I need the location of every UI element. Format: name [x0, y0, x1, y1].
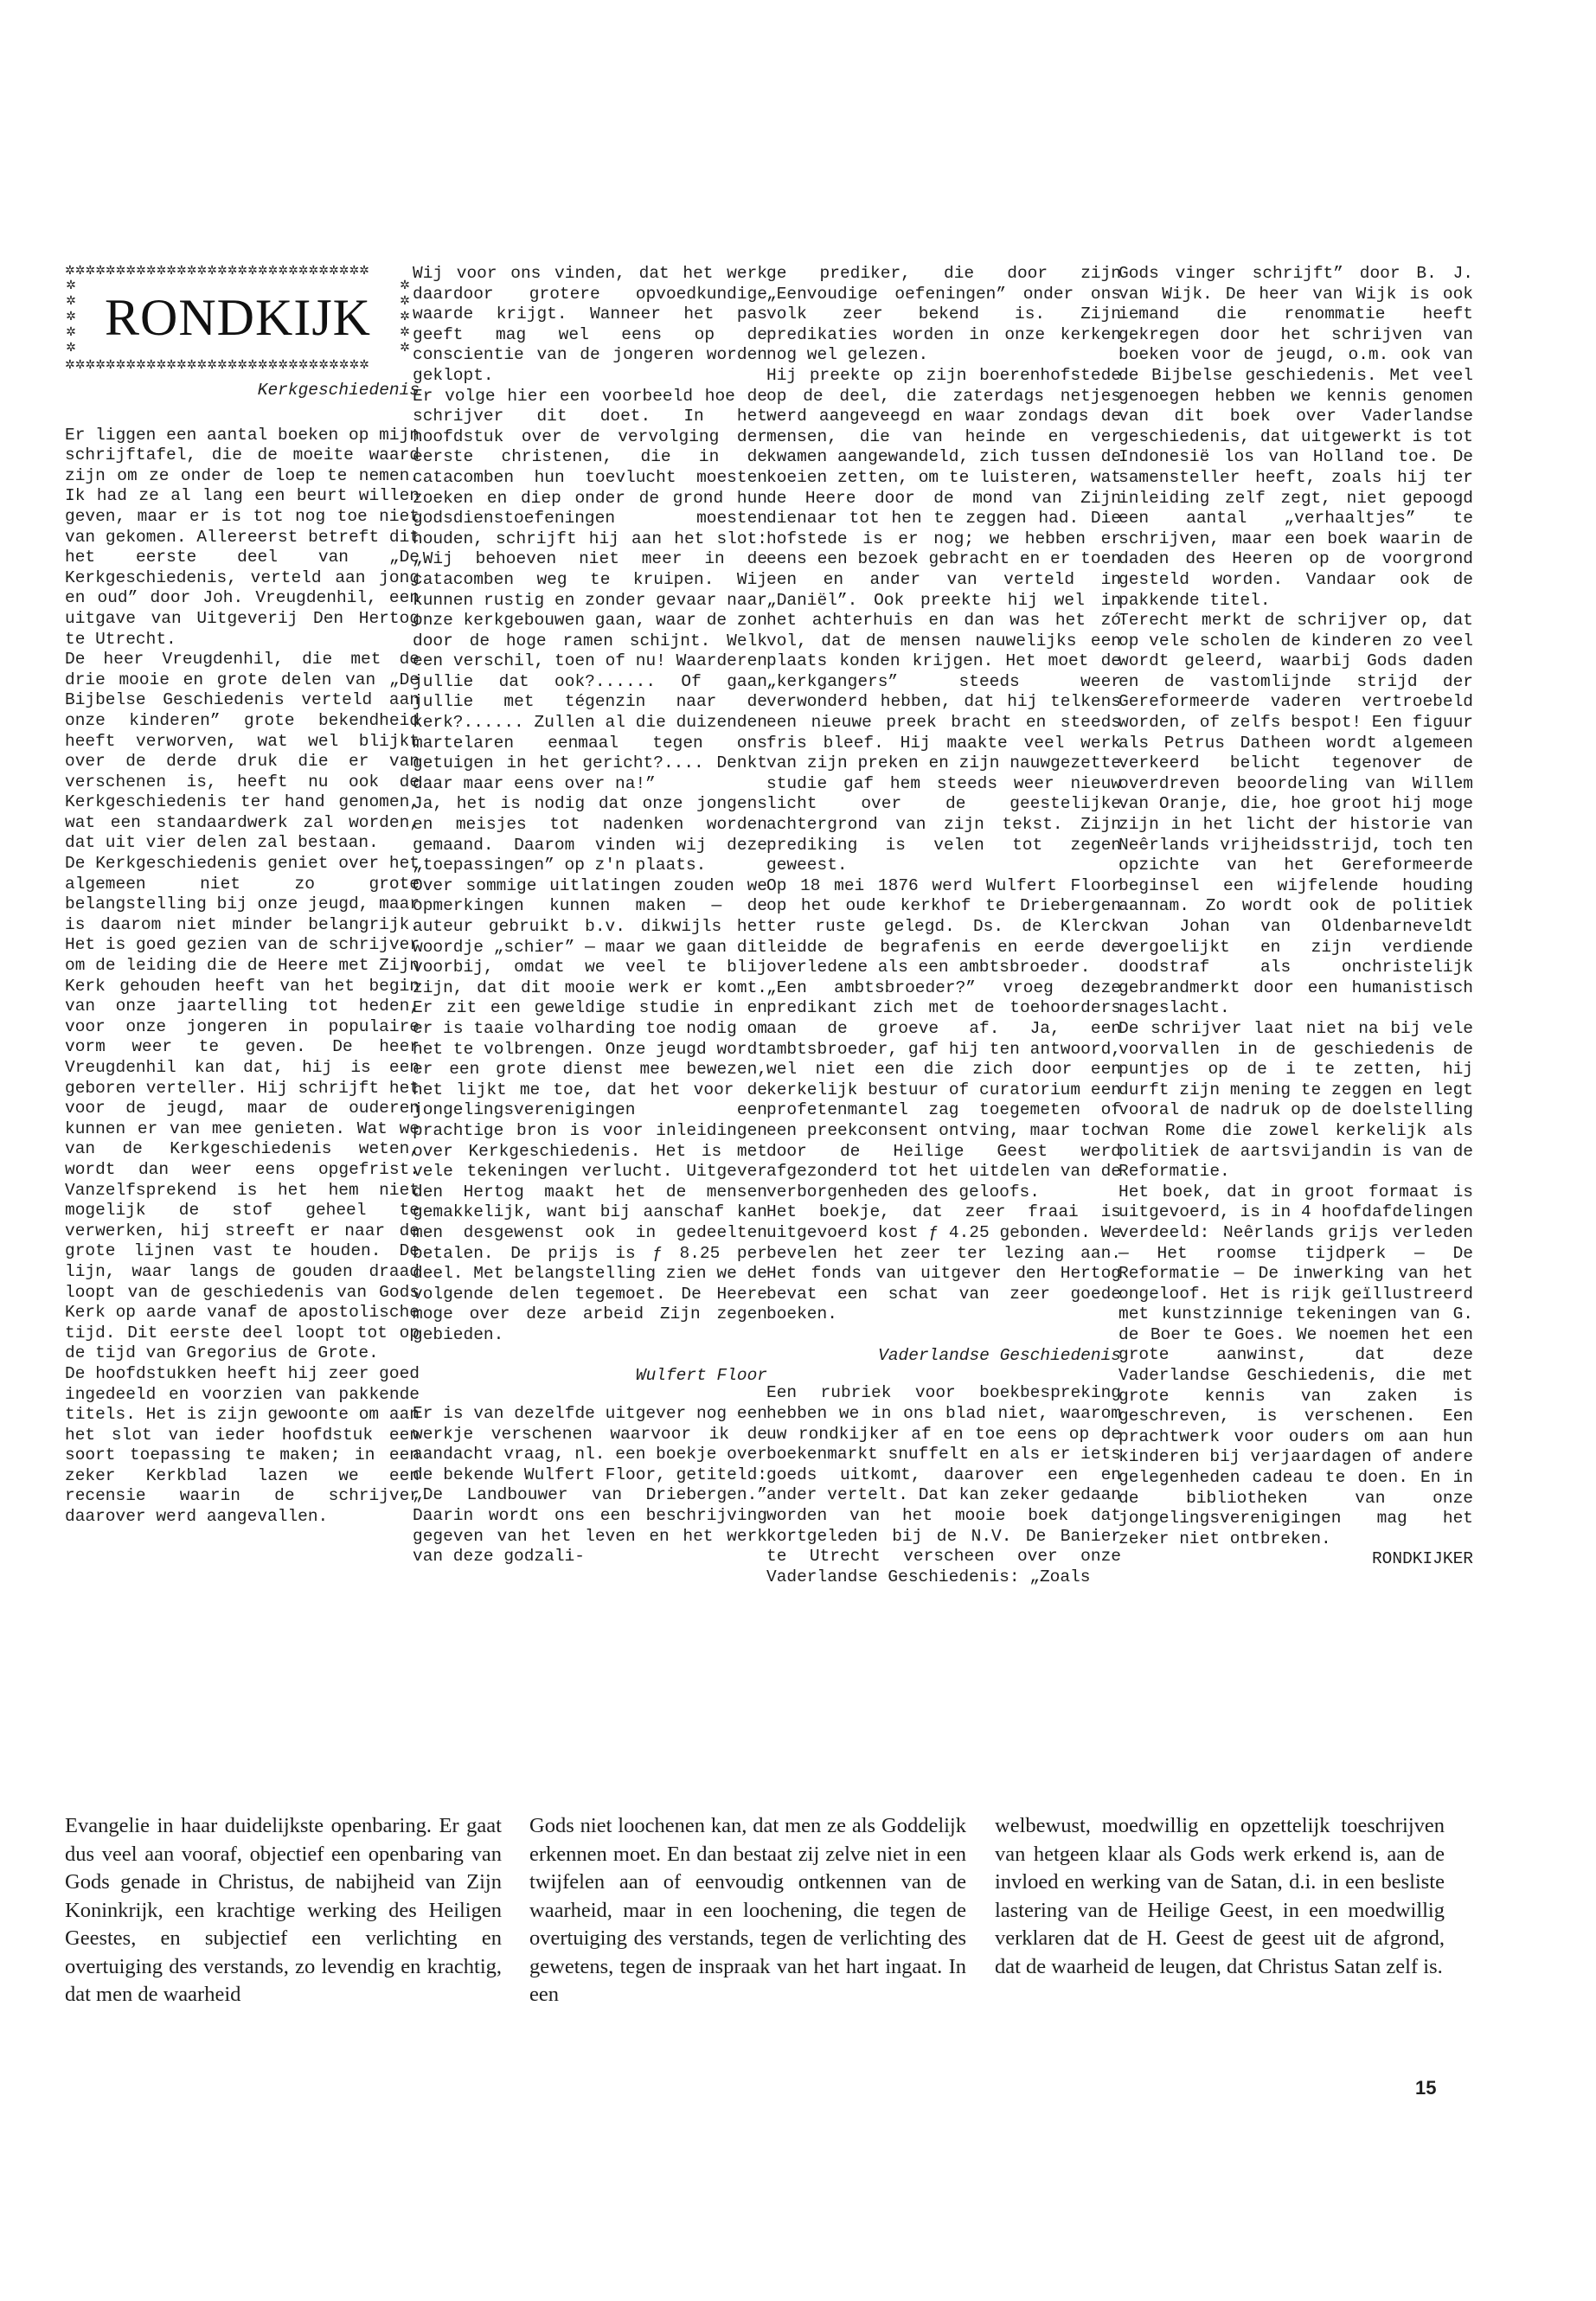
article-column-2: [413, 264, 767, 1567]
bottom-column-3: welbewust, moedwillig en opzettelijk toeschrijven van hetgeen klaar als Gods werk erkend is, aan de invloed en werking van de Satan, d.i. in een besliste lastering van de Heilige Geest, in een moedwillig verklaren dat de H. Geest de geest uit de afgrond, dat de waarheid de leugen, dat Christus Satan zelf is.: [995, 1814, 1445, 1978]
section-heading-vaderlandse-geschiedenis: Vaderlandse Geschiedenis: [878, 1345, 1121, 1365]
paragraph: De heer Vreugdenhil, die met de drie mooie en grote delen van „De Bijbelse Geschiedenis verteld aan onze kinderen” grote bekendheid heeft verworven, wat wel blijkt over de derde druk die er van verschenen is, heeft nu ook de Kerkgeschiedenis ter hand genomen, wat een standaardwerk zal worden, dat uit vier delen zal bestaan.: [65, 650, 420, 853]
ornament-border-top: ✲✲✲✲✲✲✲✲✲✲✲✲✲✲✲✲✲✲✲✲✲✲✲✲✲✲✲✲✲✲: [65, 264, 369, 278]
signature: RONDKIJKER: [1371, 1549, 1473, 1569]
paragraph: „Een ambtsbroeder?” vroeg deze predikant zich met de toehoorders aan de groeve af. Ja, een ambtsbroeder, gaf hij ten antwoord, wel niet een die zich door een kerkelijk bestuur of curatorium een profetenmantel zag toegemeten of een preekconsent ontving, maar toch door de Heilige Geest werd afgezonderd tot het uitdelen van de verborgenheden des geloofs.: [766, 977, 1121, 1202]
article-column-3: [766, 264, 1121, 1587]
page-number: 15: [1415, 2077, 1437, 2099]
paragraph: Over sommige uitlatingen zouden we opmerkingen kunnen maken — de auteur gebruikt b.v. dikwijls het woordje „schier” — maar we gaan dit voorbij, omdat we veel te blij zijn, dat dit mooie werk er komt. Er zit een geweldige studie in en er is taaie volharding toe nodig om het te volbrengen. Onze jeugd wordt er een grote dienst mee bewezen, het lijkt me toe, dat het voor de jongelingsverenigingen een prachtige bron is voor inleidingen over Kerkgeschiedenis. Het is met vele tekeningen verlucht. Uitgever den Hertog maakt het de mensen gemakkelijk, want bij aanschaf kan men desgewenst ook in gedeelten betalen. De prijs is ƒ 8.25 per deel. Met belangstelling zien we de volgende delen tegemoet. De Heere moge over deze arbeid Zijn zegen gebieden.: [413, 875, 767, 1344]
article-column-4: [1118, 264, 1473, 1570]
ornament-border-left: ✲ ✲ ✲ ✲ ✲: [66, 279, 76, 355]
paragraph: Een rubriek voor boekbespreking hebben we in ons blad niet, waarom uw rondkijker af en toe eens op de boekenmarkt snuffelt en als er iets goeds uitkomt, daarover een en ander vertelt. Dat kan zeker gedaan worden van het mooie boek dat kortgeleden bij de N.V. De Banier te Utrecht verscheen over onze Vaderlandse Geschiedenis: „Zoals: [766, 1383, 1121, 1586]
paragraph: ge prediker, die door zijn „Eenvoudige oefeningen” onder ons volk zeer bekend is. Zijn predikaties worden in onze kerken nog wel gelezen.: [766, 264, 1121, 365]
paragraph: Het boekje, dat zeer fraai is uitgevoerd kost ƒ 4.25 gebonden. We bevelen het zeer ter lezing aan. Het fonds van uitgever den Hertog bevat een schat van zeer goede boeken.: [766, 1202, 1121, 1324]
section-heading-kerkgeschiedenis: Kerkgeschiedenis: [257, 381, 420, 400]
rondkijk-masthead: [65, 264, 411, 372]
paragraph: De schrijver laat niet na bij vele voorvallen in de geschiedenis de puntjes op de i te zetten, hij durft zijn mening te zeggen en legt vooral de nadruk op de doelstelling van Rome die zowel kerkelijk als politiek de aartsvijandin is van de Reformatie.: [1118, 1018, 1473, 1182]
ornament-border-bottom: ✲✲✲✲✲✲✲✲✲✲✲✲✲✲✲✲✲✲✲✲✲✲✲✲✲✲✲✲✲✲: [65, 358, 369, 372]
article-column-1: [65, 264, 420, 1528]
paragraph: Op 18 mei 1876 werd Wulfert Floor op het oude kerkhof te Driebergen ter ruste gelegd. Ds. de Klerck leidde de begrafenis en eerde de overledene als een ambtsbroeder.: [766, 875, 1121, 977]
bottom-column-1: Evangelie in haar duidelijkste openbaring. Er gaat dus veel aan vooraf, objectief een openbaring van Gods genade in Christus, de nabijheid van Zijn Koninkrijk, een krachtige werking des Heiligen Geestes, en subjectief een verlichting en overtuiging des verstands, zo levendig en krachtig, dat men de waarheid: [65, 1814, 502, 2006]
paragraph: Ja, het is nodig dat onze jongens en meisjes tot nadenken worden gemaand. Daarom vinden wij deze „toepassingen” op z'n plaats.: [413, 794, 767, 875]
paragraph: Het boek, dat in groot formaat is uitgevoerd, is in 4 hoofdafdelingen verdeeld: Neêrlands grijs verleden — Het roomse tijdperk — De Reformatie — De inwerking van het ongeloof. Het is rijk geïllustreerd met kunstzinnige tekeningen van G. de Boer te Goes. We noemen het een grote aanwinst, dat deze Vaderlandse Geschiedenis, die met grote kennis van zaken is geschreven, is verschenen. Een prachtwerk voor ouders om aan hun kinderen bij verjaardagen of andere gelegenheden cadeau te doen. En in de bibliotheken van onze jongelingsverenigingen mag het zeker niet ontbreken.: [1118, 1182, 1473, 1548]
paragraph: Terecht merkt de schrijver op, dat op vele scholen de kinderen zo veel wordt geleerd, waarbij Gods daden en de vastomlijnde strijd der Gereformeerde vaderen vertroebeld worden, of zelfs bespot! Een figuur als Petrus Datheen wordt algemeen verkeerd belicht tegenover de overdreven beoordeling van Willem van Oranje, die, hoe groot hij moge zijn in het licht der historie van Neêrlands vrijheidsstrijd, toch ten opzichte van het Gereformeerde beginsel een wijfelende houding aannam. Zo wordt ook de politiek van Johan van Oldenbarneveldt vergoelijkt en zijn verdiende doodstraf als onchristelijk gebrandmerkt door een humanistisch nageslacht.: [1118, 611, 1473, 1018]
ornament-border-right: ✲ ✲ ✲ ✲ ✲: [400, 279, 410, 355]
section-heading-wulfert-floor: Wulfert Floor: [635, 1366, 767, 1386]
paragraph: Gods vinger schrijft” door B. J. van Wijk. De heer van Wijk is ook iemand die renommatie heeft gekregen door het schrijven van boeken voor de jeugd, o.m. ook van de Bijbelse geschiedenis. Met veel genoegen hebben we kennis genomen van dit boek over Vaderlandse geschiedenis, dat uitgewerkt is tot Indonesië los van Holland toe. De samensteller heeft, zoals hij ter inleiding zelf zegt, niet gepoogd een aantal „verhaaltjes” te schrijven, maar een boek waarin de daden des Heeren op de voorgrond gesteld worden. Vandaar ook de pakkende titel.: [1118, 264, 1473, 610]
paragraph: Er is van dezelfde uitgever nog een werkje verschenen waarvoor ik de aandacht vraag, nl. een boekje over de bekende Wulfert Floor, getiteld: „De Landbouwer van Driebergen.” Daarin wordt ons een beschrijving gegeven van het leven en het werk van deze godzali-: [413, 1404, 767, 1567]
paragraph: De Kerkgeschiedenis geniet over het algemeen niet zo grote belangstelling bij onze jeugd, maar is daarom niet minder belangrijk. Het is goed gezien van de schrijver om de leiding die de Heere met Zijn Kerk gehouden heeft van het begin van onze jaartelling tot heden, voor onze jongeren in populaire vorm weer te geven. De heer Vreugdenhil kan dat, hij is een geboren verteller. Hij schrijft het voor de jeugd, maar de ouderen kunnen er van mee genieten. Wat we van de Kerkgeschiedenis weten, wordt dan weer eens opgefrist. Vanzelfsprekend is het hem niet mogelijk de stof geheel te verwerken, hij streeft er naar de grote lijnen vast te houden. De lijn, waar langs de gouden draad loopt van de geschiedenis van Gods Kerk op aarde vanaf de apostolische tijd. Dit eerste deel loopt tot op de tijd van Gregorius de Grote.: [65, 854, 420, 1363]
paragraph: Er volge hier een voorbeeld hoe de schrijver dit doet. In het hoofdstuk over de vervolging der eerste christenen, die in de catacomben hun toevlucht moesten zoeken en diep onder de grond hun godsdienstoefeningen moesten houden, schrijft hij aan het slot: „Wij behoeven niet meer in de catacomben weg te kruipen. Wij kunnen rustig en zonder gevaar naar onze kerkgebouwen gaan, waar de zon door de hoge ramen schijnt. Welk een verschil, toen of nu! Waarderen jullie dat ook?...... Of gaan jullie met tégenzin naar de kerk?...... Zullen al die duizenden martelaren eenmaal tegen ons getuigen in het gericht?.... Denkt daar maar eens over na!”: [413, 386, 767, 793]
bottom-column-2: Gods niet loochenen kan, dat men ze als Goddelijk erkennen moet. En dan bestaat zij zelve niet in een twijfelen aan of eenvoudig ontkennen van de waarheid, maar in een loochening, die tegen de overtuiging des verstands, tegen de verlichting des gewetens, tegen de inspraak van het hart ingaat. In een: [529, 1814, 966, 2006]
paragraph: Hij preekte op zijn boerenhofstede op de deel, die zaterdags netjes werd aangeveegd en waar zondags de mensen, die van heinde en ver kwamen aangewandeld, zich tussen de koeien zetten, om te luisteren, wat de Heere door de mond van Zijn dienaar tot hen te zeggen had. Die hofstede is er nog; we hebben er eens een bezoek gebracht en er toen een en ander van verteld in „Daniël”. Ook preekte hij wel in het achterhuis en dan was het zó vol, dat de mensen nauwelijks een plaats konden krijgen. Het moet de „kerkgangers” steeds weer verwonderd hebben, dat hij telkens een nieuwe preek bracht en steeds fris bleef. Hij maakte veel werk van zijn preken en zijn nauwgezette studie gaf hem steeds weer nieuw licht over de geestelijke achtergrond van zijn tekst. Zijn prediking is velen tot zegen geweest.: [766, 365, 1121, 875]
column-title: RONDKIJK: [105, 288, 371, 346]
paragraph: Wij voor ons vinden, dat het werk daardoor grotere opvoedkundige waarde krijgt. Wanneer het pas geeft mag wel eens op de conscientie van de jongeren worden geklopt.: [413, 264, 767, 385]
paragraph: Er liggen een aantal boeken op mijn schrijftafel, die de moeite waard zijn om ze onder de loep te nemen. Ik had ze al lang een beurt willen geven, maar er is tot nog toe niet van gekomen. Allereerst betreft dit het eerste deel van „De Kerkgeschiedenis, verteld aan jong en oud” door Joh. Vreugdenhil, een uitgave van Uitgeverij Den Hertog te Utrecht.: [65, 425, 420, 649]
paragraph: De hoofdstukken heeft hij zeer goed ingedeeld en voorzien van pakkende titels. Het is zijn gewoonte om aan het slot van ieder hoofdstuk een soort toepassing te maken; in een zeker Kerkblad lazen we een recensie waarin de schrijver daarover werd aangevallen.: [65, 1363, 420, 1527]
